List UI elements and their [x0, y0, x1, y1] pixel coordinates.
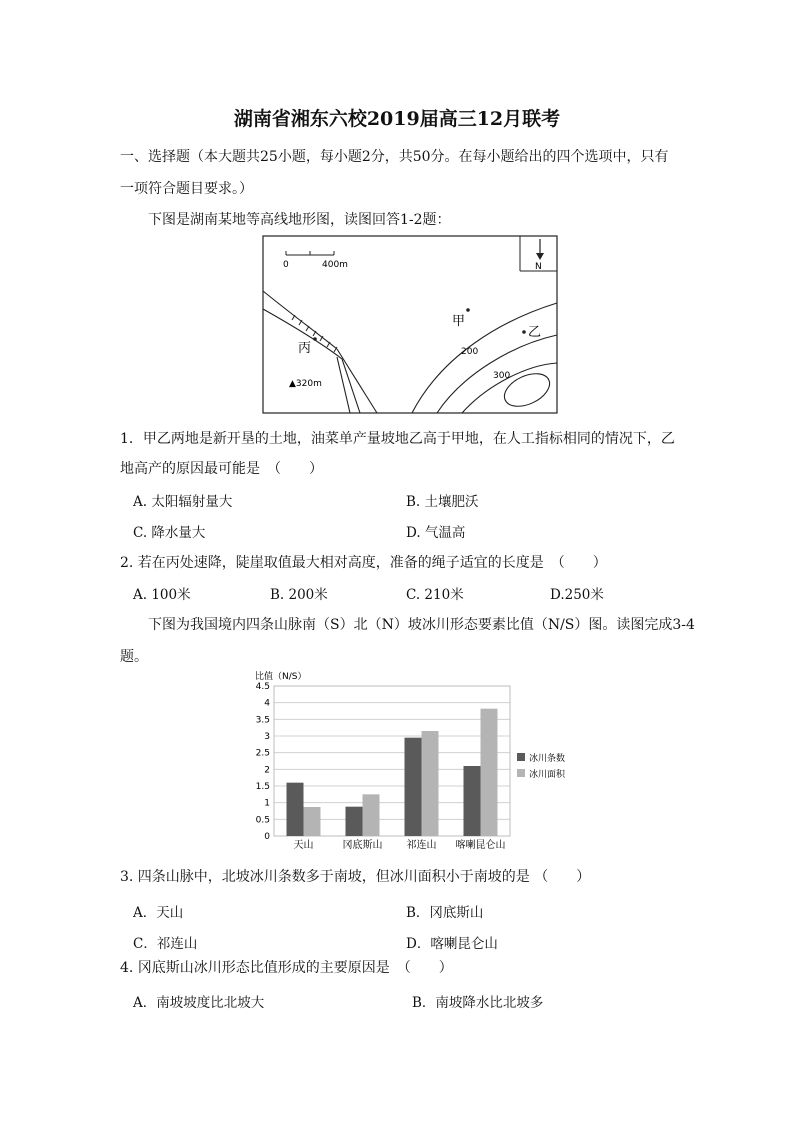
peak-elevation-label: ▲320m: [289, 379, 322, 389]
legend-swatch: [517, 769, 525, 777]
section-instructions-line1: 一、选择题（本大题共25小题，每小题2分，共50分。在每小题给出的四个选项中，只有: [120, 149, 669, 165]
q1-option-b: B. 土壤肥沃: [406, 494, 479, 510]
chart-ylabel: 比值（N/S）: [255, 672, 307, 682]
section-instructions-line2: 一项符合题目要求。）: [120, 181, 253, 197]
q1-option-a: A. 太阳辐射量大: [133, 494, 233, 510]
q2-option-b: B. 200米: [270, 587, 328, 603]
q1-text-line1: 1．甲乙两地是新开垦的土地，油菜单产量坡地乙高于甲地，在人工指标相同的情况下，乙: [120, 431, 675, 447]
contour-label-200: 200: [461, 347, 479, 357]
bar-count-1: [346, 807, 363, 836]
y-tick-label: 0: [264, 832, 270, 842]
contour-map: [262, 235, 558, 415]
bar-count-0: [287, 783, 304, 836]
q2-option-a: A. 100米: [133, 587, 191, 603]
q1-option-d: D. 气温高: [406, 525, 466, 541]
q1-text-line2: 地高产的原因最可能是 （ ）: [120, 461, 323, 477]
y-tick-label: 2: [264, 765, 270, 776]
q2-text: 2. 若在丙处速降，陡崖取值最大相对高度，准备的绳子适宜的长度是 （ ）: [120, 555, 607, 571]
q3-option-a: A．天山: [133, 905, 184, 921]
q3-option-d: D．喀喇昆仑山: [406, 936, 498, 952]
y-tick-label: 3.5: [255, 715, 270, 726]
x-tick-label: 祁连山: [406, 840, 437, 851]
y-tick-label: 2.5: [255, 748, 270, 759]
chart-x-ticks: [294, 838, 506, 851]
chart-bars: [287, 709, 498, 836]
chart-y-ticks: [256, 682, 271, 842]
point-bing: [313, 337, 317, 341]
q2-option-d: D.250米: [550, 587, 604, 603]
q3-option-b: B．冈底斯山: [406, 905, 484, 921]
label-yi: 乙: [528, 325, 542, 340]
q4-option-a: A．南坡坡度比北坡大: [133, 995, 265, 1011]
y-tick-label: 4: [264, 698, 270, 709]
chart-intro-line1: 下图为我国境内四条山脉南（S）北（N）坡冰川形态要素比值（N/S）图。读图完成3-4: [148, 617, 695, 633]
bar-area-2: [422, 731, 439, 836]
scale-zero-label: 0: [283, 260, 289, 270]
north-label: N: [535, 262, 542, 272]
bar-count-3: [464, 766, 481, 836]
label-jia: 甲: [452, 314, 466, 329]
point-yi: [522, 330, 526, 334]
y-tick-label: 3: [264, 732, 270, 742]
bar-area-3: [481, 709, 498, 836]
page-title: 湖南省湘东六校2019届高三12月联考: [233, 108, 561, 130]
x-tick-label: 冈底斯山: [342, 840, 383, 851]
q3-option-c: C．祁连山: [133, 936, 198, 952]
q3-text: 3. 四条山脉中，北坡冰川条数多于南坡，但冰川面积小于南坡的是 （ ）: [120, 869, 591, 885]
q1-option-c: C. 降水量大: [133, 525, 206, 541]
chart-intro-line2: 题。: [120, 649, 148, 665]
q4-text: 4. 冈底斯山冰川形态比值形成的主要原因是 （ ）: [120, 960, 453, 976]
scale-distance-label: 400m: [322, 260, 348, 270]
x-tick-label: 喀喇昆仑山: [455, 840, 506, 851]
legend-label: 冰川面积: [529, 770, 566, 780]
bar-area-0: [304, 807, 321, 836]
y-tick-label: 0.5: [255, 815, 270, 826]
y-tick-label: 1: [264, 798, 270, 809]
contour-label-300: 300: [493, 371, 511, 381]
label-bing: 丙: [298, 341, 312, 356]
bar-count-2: [405, 738, 422, 836]
y-tick-label: 4.5: [255, 682, 270, 692]
q4-option-b: B．南坡降水比北坡多: [412, 995, 544, 1011]
y-tick-label: 1.5: [255, 782, 270, 792]
point-jia: [466, 308, 470, 312]
bar-area-1: [363, 794, 380, 836]
legend-swatch: [517, 753, 525, 761]
legend-label: 冰川条数: [529, 754, 566, 764]
x-tick-label: 天山: [293, 840, 314, 851]
glacier-ratio-chart: [245, 668, 585, 856]
q2-option-c: C. 210米: [406, 587, 464, 603]
map-intro: 下图是湖南某地等高线地形图，读图回答1-2题：: [148, 212, 451, 228]
chart-legend: [517, 752, 566, 780]
